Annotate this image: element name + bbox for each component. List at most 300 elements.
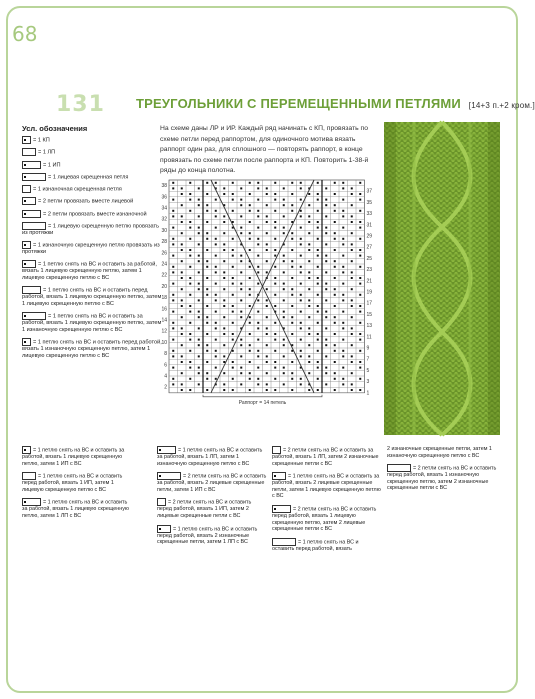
purl-dot [206,361,208,363]
purl-dot [189,361,191,363]
legend-item [272,446,382,467]
purl-dot [181,221,183,223]
purl-dot [223,361,225,363]
legend-item [22,312,162,334]
purl-dot [223,249,225,251]
purl-dot [283,355,285,357]
purl-dot [257,243,259,245]
purl-dot [249,350,251,352]
purl-dot [291,389,293,391]
legend-item [157,525,267,546]
purl-dot [351,193,353,195]
row-number-right: 15 [366,311,373,318]
purl-dot [317,294,319,296]
purl-dot [206,182,208,184]
purl-dot [317,193,319,195]
stitch-symbol-icon [22,222,46,230]
legend-column-1 [22,446,132,525]
purl-dot [215,378,217,380]
purl-dot [189,389,191,391]
purl-dot [334,249,336,251]
purl-dot [181,193,183,195]
purl-dot [325,288,327,290]
purl-dot [325,311,327,313]
row-number-left: 10 [161,339,167,346]
purl-dot [232,255,234,257]
purl-dot [334,389,336,391]
purl-dot [232,294,234,296]
purl-dot [249,372,251,374]
purl-dot [308,277,310,279]
purl-dot [198,355,200,357]
purl-dot [249,182,251,184]
purl-dot [308,193,310,195]
purl-dot [189,238,191,240]
purl-dot [198,372,200,374]
purl-dot [317,333,319,335]
legend-item [22,338,162,360]
purl-dot [172,243,174,245]
purl-dot [249,249,251,251]
purl-dot [232,339,234,341]
purl-dot [351,249,353,251]
purl-dot [351,204,353,206]
purl-dot [283,187,285,189]
purl-dot [334,260,336,262]
stitch-symbol-icon [157,472,181,480]
purl-dot [334,210,336,212]
legend-item [22,136,162,144]
stitch-symbol-icon [157,498,166,506]
purl-dot [189,193,191,195]
cast-on-count: [14+3 п.+2 кром.] [468,101,535,110]
purl-dot [334,316,336,318]
purl-dot [325,215,327,217]
purl-dot [249,288,251,290]
purl-dot [308,260,310,262]
stitch-symbol-icon [157,525,171,533]
legend-item-text: = 2 петли провязать вместе лицевой [38,198,134,205]
row-number-right: 3 [366,379,370,386]
purl-dot [308,249,310,251]
purl-dot [291,316,293,318]
purl-dot [172,322,174,324]
purl-dot [198,311,200,313]
purl-dot [359,182,361,184]
purl-dot [266,327,268,329]
purl-dot [283,215,285,217]
legend-item-text: = 1 петлю снять на ВС и оставить за работой, вязать 2 лицевые скрещенные петли, затем 1 лицевую скрещенную петлю с ВС [272,473,381,500]
purl-dot [308,327,310,329]
purl-dot [240,232,242,234]
legend-item-text: = 1 изнаночную скрещенную петлю провязать из протяжки [22,242,160,256]
purl-dot [274,339,276,341]
purl-dot [223,355,225,357]
purl-dot [215,227,217,229]
row-number-left: 34 [161,205,167,212]
purl-dot [359,266,361,268]
row-number-right: 21 [366,278,373,285]
purl-dot [257,383,259,385]
purl-dot [308,333,310,335]
purl-dot [325,204,327,206]
purl-dot [300,210,302,212]
legend-item-text: = 1 петлю снять на ВС и оставить перед работой, вязать 1 изнаночную скрещенную петлю, затем 1 лицевую скрещенную петлю с ВС [22,339,162,359]
purl-dot [308,221,310,223]
purl-dot [308,299,310,301]
legend-column-3 [272,446,382,557]
purl-dot [206,378,208,380]
purl-dot [342,182,344,184]
legend-item [22,286,162,308]
purl-dot [215,215,217,217]
purl-dot [189,333,191,335]
purl-dot [223,232,225,234]
purl-dot [249,294,251,296]
legend-item [157,446,267,467]
purl-dot [223,260,225,262]
row-number-left: 2 [164,384,167,391]
purl-dot [232,182,234,184]
purl-dot [198,243,200,245]
legend-item-text: = 2 петли снять на ВС и оставить перед работой, вязать 1 изнаночную скрещенную петлю, затем 2 изнаночные скрещенные петли с ВС [387,465,497,492]
purl-dot [189,210,191,212]
stitch-symbol-icon [272,472,286,480]
purl-dot [206,389,208,391]
purl-dot [283,255,285,257]
purl-dot [291,372,293,374]
purl-dot [274,333,276,335]
purl-dot [223,305,225,307]
purl-dot [317,227,319,229]
stitch-symbol-icon [22,210,41,218]
purl-dot [317,199,319,201]
purl-dot [325,316,327,318]
purl-dot [223,316,225,318]
purl-dot [172,299,174,301]
purl-dot [342,227,344,229]
purl-dot [189,182,191,184]
intro-paragraph: На схеме даны ЛР и ИР. Каждый ряд начинать с КП, провязать по схеме петли перед раппортом, для одиночного мотива вязать раппорт один раз, для сплошного — повторять раппорт, в конце провязать по схеме петли после раппорта и КП. Повторить 1-38-й ряды до конца полотна. [160,125,369,174]
purl-dot [334,288,336,290]
purl-dot [283,339,285,341]
repeat-bracket [203,395,322,397]
purl-dot [215,283,217,285]
legend-item [22,210,162,218]
purl-dot [189,221,191,223]
purl-dot [215,266,217,268]
purl-dot [249,378,251,380]
legend-item-text: = 1 изнаночная скрещенная петля [33,186,122,193]
purl-dot [232,305,234,307]
row-number-right: 17 [366,300,373,307]
purl-dot [266,193,268,195]
purl-dot [266,333,268,335]
purl-dot [342,367,344,369]
purl-dot [223,193,225,195]
purl-dot [249,277,251,279]
purl-dot [291,277,293,279]
purl-dot [181,372,183,374]
purl-dot [257,367,259,369]
purl-dot [283,232,285,234]
row-number-right: 23 [366,267,373,274]
purl-dot [334,221,336,223]
legend-item-text: = 1 петлю снять на ВС и оставить за работой, вязать 1 лицевую скрещенную петлю, затем 1 ЛП с ВС [22,499,129,520]
purl-dot [325,383,327,385]
purl-dot [172,294,174,296]
purl-dot [223,288,225,290]
purl-dot [300,339,302,341]
purl-dot [325,255,327,257]
purl-dot [334,238,336,240]
purl-dot [257,350,259,352]
purl-dot [308,316,310,318]
purl-dot [206,266,208,268]
purl-dot [317,361,319,363]
purl-dot [308,271,310,273]
purl-dot [172,182,174,184]
purl-dot [274,210,276,212]
purl-dot [198,199,200,201]
purl-dot [198,327,200,329]
stitch-symbol-icon [22,472,36,480]
purl-dot [240,255,242,257]
purl-dot [223,383,225,385]
purl-dot [198,260,200,262]
purl-dot [240,355,242,357]
purl-dot [274,199,276,201]
purl-dot [257,255,259,257]
purl-dot [266,288,268,290]
purl-dot [172,327,174,329]
purl-dot [223,327,225,329]
purl-dot [257,327,259,329]
purl-dot [283,283,285,285]
purl-dot [300,378,302,380]
legend-item-text: = 1 петлю снять на ВС и оставить перед работой, вязать 1 ИП, затем 1 лицевую скрещенную петлю с ВС [22,473,123,493]
purl-dot [223,299,225,301]
purl-dot [317,255,319,257]
purl-dot [189,227,191,229]
purl-dot [351,299,353,301]
row-number-left: 30 [161,227,167,234]
purl-dot [206,221,208,223]
purl-dot [274,389,276,391]
legend-item-text: = 1 петлю снять на ВС и оставить за работой, вязать 1 ЛП, затем 1 изнаночную скрещенную петлю с ВС [157,447,263,467]
purl-dot [342,283,344,285]
row-number-right: 33 [366,211,373,218]
purl-dot [223,372,225,374]
purl-dot [189,339,191,341]
legend-item-text: = 2 петли снять на ВС и оставить перед работой, вязать 1 лицевую скрещенную петлю, затем 2 лицевые скрещенные петли с ВС [272,506,377,533]
purl-dot [308,389,310,391]
row-number-right: 5 [366,367,370,374]
purl-dot [257,187,259,189]
purl-dot [351,277,353,279]
purl-dot [359,283,361,285]
purl-dot [266,232,268,234]
purl-dot [325,339,327,341]
purl-dot [359,361,361,363]
row-number-right: 13 [366,323,373,330]
purl-dot [351,389,353,391]
purl-dot [266,271,268,273]
purl-dot [334,182,336,184]
purl-dot [351,316,353,318]
purl-dot [334,322,336,324]
purl-dot [181,204,183,206]
purl-dot [291,378,293,380]
purl-dot [351,271,353,273]
stitch-symbol-icon [22,241,31,249]
purl-dot [240,367,242,369]
purl-dot [317,339,319,341]
stitch-symbol-icon [22,197,36,205]
purl-dot [291,305,293,307]
purl-dot [257,355,259,357]
purl-dot [351,372,353,374]
purl-dot [189,294,191,296]
purl-dot [283,199,285,201]
purl-dot [351,361,353,363]
purl-dot [351,355,353,357]
purl-dot [351,344,353,346]
row-number-right: 37 [366,188,373,195]
row-number-right: 31 [366,222,373,229]
row-number-right: 9 [366,345,370,352]
purl-dot [206,350,208,352]
purl-dot [198,227,200,229]
purl-dot [232,249,234,251]
purl-dot [215,339,217,341]
page-number: 68 [12,22,38,46]
purl-dot [266,389,268,391]
purl-dot [206,294,208,296]
row-number-right: 11 [366,334,372,341]
purl-dot [334,277,336,279]
purl-dot [172,215,174,217]
purl-dot [181,271,183,273]
purl-dot [249,322,251,324]
purl-dot [206,372,208,374]
purl-dot [172,283,174,285]
purl-dot [274,277,276,279]
purl-dot [181,327,183,329]
purl-dot [240,260,242,262]
purl-dot [206,238,208,240]
purl-dot [283,372,285,374]
legend-item [22,222,162,237]
stitch-symbol-icon [22,312,46,320]
purl-dot [240,199,242,201]
purl-dot [325,355,327,357]
purl-dot [172,378,174,380]
purl-dot [325,260,327,262]
purl-dot [300,350,302,352]
purl-dot [266,305,268,307]
purl-dot [189,378,191,380]
purl-dot [359,238,361,240]
legend-item [272,505,382,533]
purl-dot [359,367,361,369]
purl-dot [232,283,234,285]
purl-dot [308,288,310,290]
purl-dot [359,378,361,380]
row-number-right: 35 [366,199,373,206]
purl-dot [189,322,191,324]
purl-dot [172,311,174,313]
purl-dot [334,350,336,352]
purl-dot [325,299,327,301]
legend-heading: Усл. обозначения [22,124,88,133]
purl-dot [198,283,200,285]
legend-item-text: = 1 петлю снять на ВС и оставить за работой, вязать 1 лицевую скрещенную петлю, затем 1 лицевую скрещенную петлю с ВС [22,261,157,282]
purl-dot [325,199,327,201]
purl-dot [300,294,302,296]
purl-dot [342,294,344,296]
purl-dot [172,238,174,240]
purl-dot [266,372,268,374]
purl-dot [274,361,276,363]
purl-dot [359,389,361,391]
purl-dot [317,249,319,251]
row-number-left: 32 [161,216,167,223]
row-number-left: 6 [164,362,167,369]
purl-dot [359,339,361,341]
purl-dot [249,210,251,212]
purl-dot [181,299,183,301]
stitch-symbol-icon [22,260,36,268]
purl-dot [342,199,344,201]
purl-dot [189,305,191,307]
purl-dot [300,355,302,357]
purl-dot [215,182,217,184]
purl-dot [257,322,259,324]
purl-dot [181,316,183,318]
purl-dot [249,333,251,335]
purl-dot [215,243,217,245]
purl-dot [249,305,251,307]
purl-dot [266,204,268,206]
purl-dot [266,344,268,346]
purl-dot [359,350,361,352]
purl-dot [198,316,200,318]
purl-dot [317,389,319,391]
purl-dot [342,355,344,357]
purl-dot [257,378,259,380]
purl-dot [215,311,217,313]
purl-dot [359,255,361,257]
purl-dot [181,389,183,391]
purl-dot [223,271,225,273]
purl-dot [249,316,251,318]
row-number-right: 29 [366,233,373,240]
purl-dot [223,389,225,391]
purl-dot [300,271,302,273]
legend-list [22,136,162,364]
purl-dot [283,299,285,301]
purl-dot [198,288,200,290]
purl-dot [206,322,208,324]
pattern-title [136,96,535,111]
legend-item-text: = 1 петлю снять на ВС и оставить за работой, вязать 1 лицевую скрещенную петлю, затем 1 ИП с ВС [22,447,125,467]
purl-dot [172,199,174,201]
purl-dot [317,266,319,268]
purl-dot [274,193,276,195]
purl-dot [359,311,361,313]
purl-dot [181,260,183,262]
